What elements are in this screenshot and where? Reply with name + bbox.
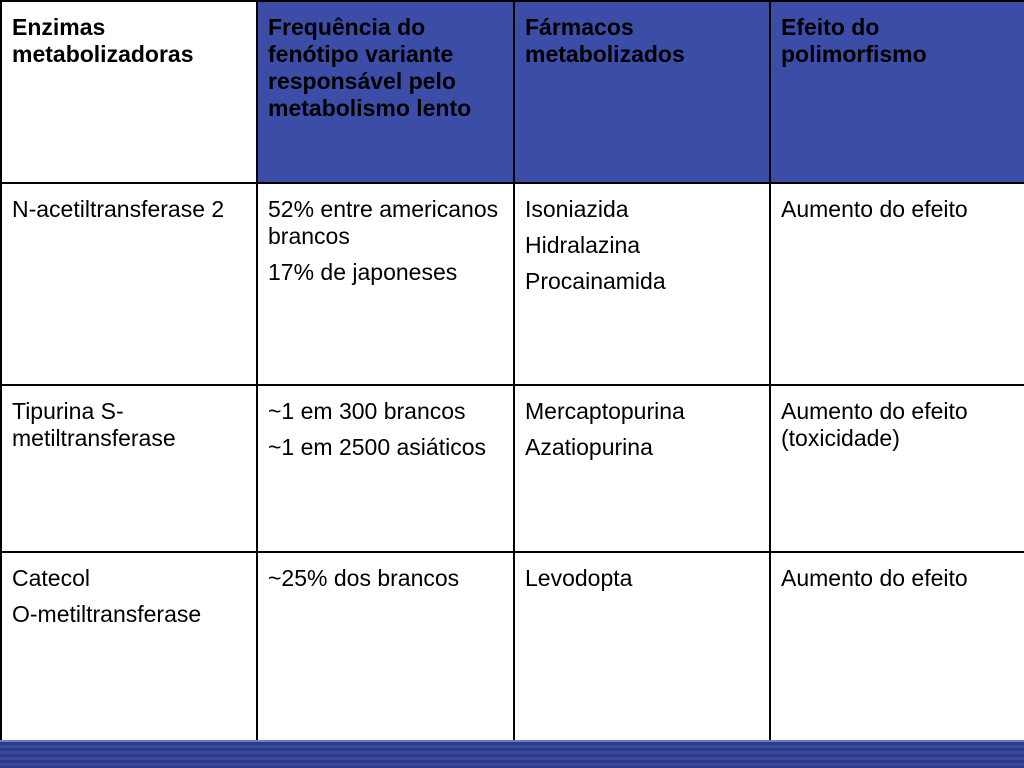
cell-text: Azatiopurina	[525, 434, 653, 460]
cell-text: Mercaptopurina	[525, 398, 685, 424]
cell-text: Isoniazida	[525, 196, 629, 222]
cell-text: Aumento do efeito (toxicidade)	[781, 398, 968, 451]
cell-drugs	[514, 385, 770, 552]
cell-text: Levodopta	[525, 565, 633, 591]
cell-text: Hidralazina	[525, 232, 641, 258]
cell-text: 17% de japoneses	[268, 259, 458, 285]
cell-text: Aumento do efeito	[781, 196, 968, 222]
table-row	[1, 183, 1024, 385]
cell-text: ~25% dos brancos	[268, 565, 460, 591]
cell-effect	[770, 385, 1024, 552]
header-frequency: Frequência do fenótipo variante responsável pelo metabolismo lento	[257, 1, 514, 183]
cell-frequency	[257, 183, 514, 385]
cell-text: Catecol	[12, 565, 90, 591]
header-effect: Efeito do polimorfismo	[770, 1, 1024, 183]
header-row	[1, 1, 1024, 183]
footer-bar	[0, 742, 1024, 768]
cell-text: 52% entre americanos brancos	[268, 196, 499, 249]
cell-text: O-metiltransferase	[12, 601, 202, 627]
cell-drugs	[514, 552, 770, 741]
cell-effect	[770, 552, 1024, 741]
cell-text: Procainamida	[525, 268, 666, 294]
cell-enzyme	[1, 183, 257, 385]
cell-text: Tipurina S-metiltransferase	[12, 398, 176, 451]
cell-enzyme	[1, 385, 257, 552]
table-row	[1, 385, 1024, 552]
header-enzymes: Enzimas metabolizadoras	[1, 1, 257, 183]
cell-frequency	[257, 552, 514, 741]
cell-text: ~1 em 2500 asiáticos	[268, 434, 486, 460]
cell-frequency	[257, 385, 514, 552]
cell-enzyme	[1, 552, 257, 741]
table-row	[1, 552, 1024, 741]
cell-text: Aumento do efeito	[781, 565, 968, 591]
cell-effect	[770, 183, 1024, 385]
cell-text: N-acetiltransferase 2	[12, 196, 225, 222]
cell-text: ~1 em 300 brancos	[268, 398, 466, 424]
header-drugs: Fármacos metabolizados	[514, 1, 770, 183]
cell-drugs	[514, 183, 770, 385]
